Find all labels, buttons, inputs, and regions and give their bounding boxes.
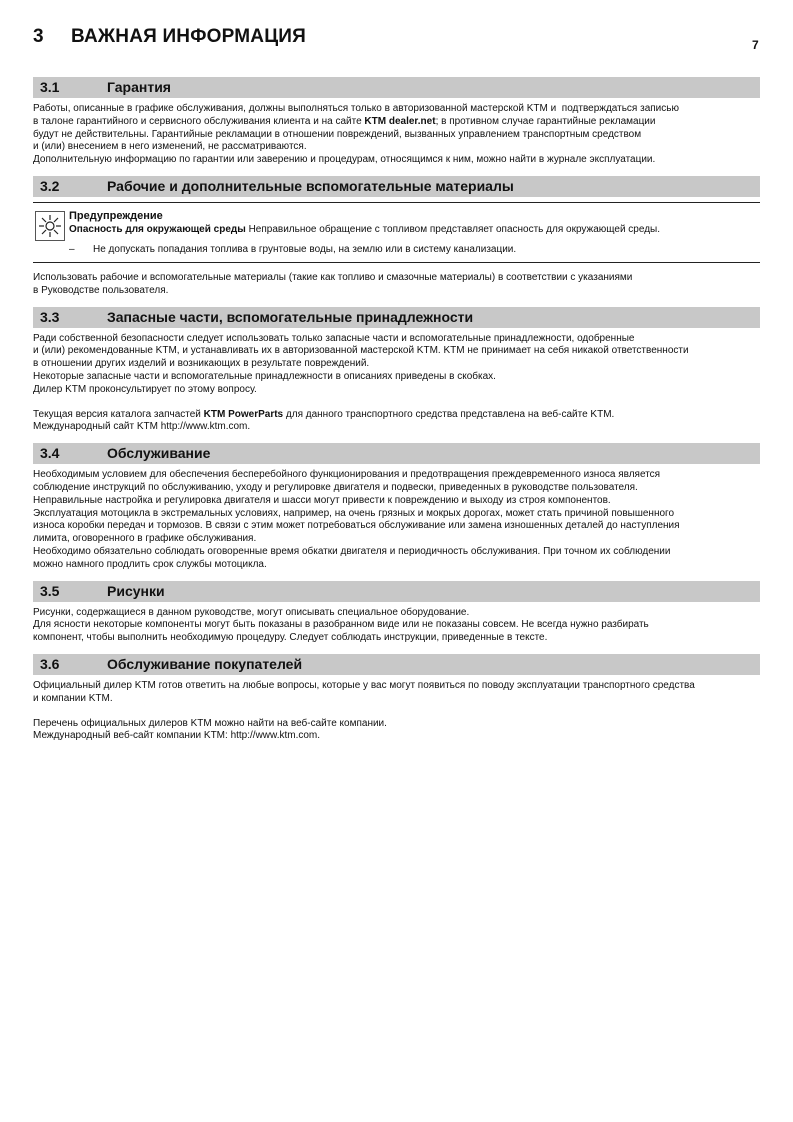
paragraph: Некоторые запасные части и вспомогательные принадлежности в описаниях приведены в скобках. [33, 370, 496, 382]
section-number: 3.4 [40, 445, 60, 462]
section-heading-warranty [33, 77, 760, 98]
section-title: Запасные части, вспомогательные принадлежности [107, 308, 474, 325]
text-run: Неправильное обращение с топливом представляет опасность для окружающей среды. [245, 223, 661, 235]
section-number: 3.2 [40, 177, 60, 194]
warning-box [33, 202, 760, 263]
text-run: для данного транспортного средства представлена на веб-сайте KTM. [283, 408, 615, 420]
paragraph [33, 103, 760, 154]
paragraph: Дополнительную информацию по гарантии или заверению и процедурам, относящимся к ним, можно найти в журнале эксплуатации. [33, 154, 656, 166]
section-heading-customer-service [33, 654, 760, 675]
paragraph: Для ясности некоторые компоненты могут быть показаны в разобранном виде или не показаны совсем. Не всегда нужно разбирать компонент, чтобы выполнить необходимую процедуру. Следует соблюдать инструкции, приведенные в тексте. [33, 619, 649, 644]
paragraph: Необходимо обязательно соблюдать оговоренные время обкатки двигателя и периодичность обслуживания. При точном их соблюдении можно намного продлить срок службы мотоцикла. [33, 545, 671, 570]
section-title: Обслуживание покупателей [107, 655, 303, 672]
paragraph: Дилер KTM проконсультирует по этому вопросу. [33, 383, 257, 395]
paragraph: Необходимым условием для обеспечения бесперебойного функционирования и предотвращения преждевременного износа является соблюдение инструкций по обслуживанию, уходу и регулировке двигателя и подвески, приведенных в руководстве пользователя. [33, 469, 661, 493]
dash: – [69, 243, 75, 255]
paragraph: Международный веб-сайт компании KTM: http://www.ktm.com. [33, 730, 321, 742]
warning-list-item [69, 243, 760, 256]
paragraph: Международный сайт KTM http://www.ktm.com. [33, 421, 251, 433]
section-heading-service [33, 443, 760, 464]
paragraph: Перечень официальных дилеров KTM можно найти на веб-сайте компании. [33, 717, 387, 729]
environment-hazard-icon [35, 211, 65, 241]
link-text-dealer-net: KTM dealer.net [364, 115, 436, 127]
warning-title: Предупреждение [69, 209, 163, 222]
section-heading-spare-parts [33, 307, 760, 328]
paragraph [33, 409, 760, 422]
warning-text [69, 223, 760, 236]
paragraph: Рисунки, содержащиеся в данном руководстве, могут описывать специальное оборудование. [33, 606, 470, 618]
text-run: Текущая версия каталога запчастей [33, 408, 204, 420]
powerparts-text: KTM PowerParts [203, 408, 284, 420]
content [33, 77, 760, 743]
text-run: Работы, описанные в графике обслуживания, должны выполняться только в авторизованной мастерской KTM и подтверждаться записью в талоне гарантийного и сервисного обслуживания клиента и на сайте [33, 103, 679, 127]
paragraph: Официальный дилер KTM готов ответить на любые вопросы, которые у вас могут появиться по поводу эксплуатации транспортного средства и компании KTM. [33, 679, 695, 704]
paragraph: Ради собственной безопасности следует использовать только запасные части и вспомогательные принадлежности, одобренные и (или) рекомендованные KTM, и устанавливать их в авторизованной мастерской KTM. KTM не принимает на себя никакой ответственности в отношении других изделий и возникающих в результате повреждений. [33, 332, 689, 370]
section-number: 3.3 [40, 308, 60, 325]
text-run: Не допускать попадания топлива в грунтовые воды, на землю или в систему канализации. [93, 243, 517, 255]
paragraph: Неправильные настройка и регулировка двигателя и шасси могут привести к повреждению и выходу из строя компонентов. [33, 494, 611, 506]
section-heading-figures [33, 581, 760, 602]
section-number: 3.5 [40, 582, 60, 599]
chapter-title-text: ВАЖНАЯ ИНФОРМАЦИЯ [71, 26, 306, 47]
chapter-title [33, 26, 306, 48]
section-title: Рабочие и дополнительные вспомогательные материалы [107, 177, 514, 194]
section-number: 3.6 [40, 655, 60, 672]
paragraph: Эксплуатация мотоцикла в экстремальных условиях, например, на очень грязных и мокрых дорогах, может стать причиной повышенного износа коробки передач и тормозов. В связи с этим может потребоваться обслуживание или замена изношенных деталей до наступления лимита, оговоренного в графике обслуживания. [33, 507, 680, 545]
text-run: ; в противном случае гарантийные рекламации будут не действительны. Гарантийные рекламации в отношении повреждений, вызванных управлением транспортным средством и (или) внесением в него изменений, не рассматриваются. [33, 115, 656, 153]
chapter-number: 3 [33, 26, 44, 47]
warning-label: Опасность для окружающей среды [69, 223, 246, 235]
paragraph: Использовать рабочие и вспомогательные материалы (такие как топливо и смазочные материалы) в соответствии с указаниями в Руководстве пользователя. [33, 271, 633, 296]
section-title: Обслуживание [107, 445, 211, 462]
page-number: 7 [752, 38, 759, 52]
section-title: Рисунки [107, 582, 165, 599]
section-number: 3.1 [40, 79, 60, 95]
section-title: Гарантия [107, 79, 171, 95]
section-heading-materials [33, 176, 760, 197]
